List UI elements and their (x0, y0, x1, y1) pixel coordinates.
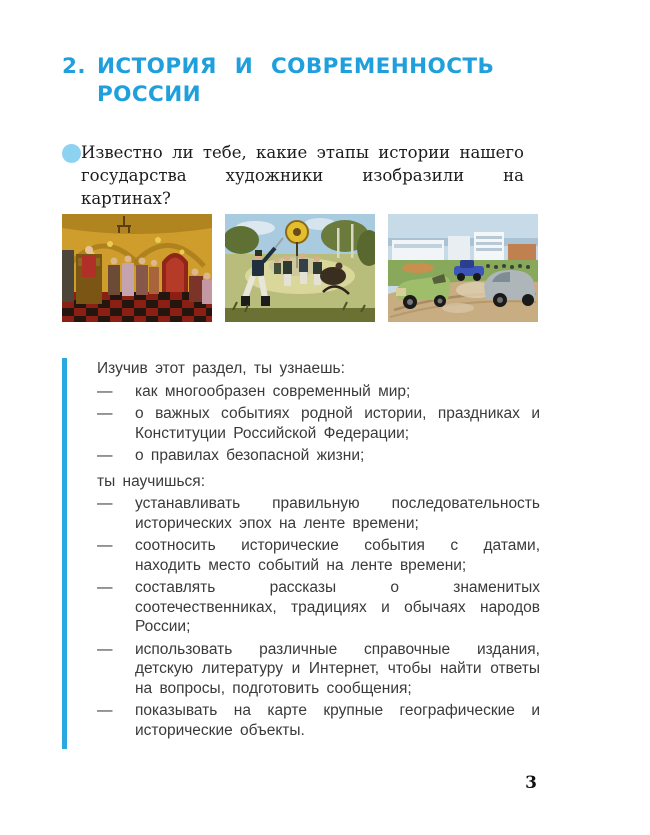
skill-item-text: составлять рассказы о знаменитых соотечественниках, традициях и обычаях народов России; (135, 579, 540, 635)
skill-item (97, 701, 540, 740)
dash-bullet: — (97, 382, 113, 400)
skill-item-text: устанавливать правильную последовательность исторических эпох на ленте времени; (135, 495, 540, 532)
vintage-cars-painting (388, 214, 538, 322)
learn-item (97, 382, 540, 402)
chapter-header (62, 53, 532, 109)
learn-item-text: о важных событиях родной истории, праздниках и Конституции Российской Федерации; (135, 405, 540, 442)
chapter-number: 2. (62, 54, 86, 79)
dash-bullet: — (97, 579, 113, 596)
skill-item (97, 494, 540, 533)
page-number: 3 (525, 773, 537, 793)
skill-item (97, 640, 540, 699)
learn-item (97, 446, 540, 466)
chapter-title: ИСТОРИЯ И СОВРЕМЕННОСТЬ РОССИИ (97, 54, 495, 107)
dash-bullet: — (97, 537, 113, 554)
skills-intro: ты научишься: (97, 472, 205, 490)
skill-item (97, 536, 540, 575)
vintage-cars-painting-image (388, 214, 538, 322)
dash-bullet: — (97, 495, 113, 512)
skill-item-text: соотносить исторические события с датами, находить место событий на ленте времени; (135, 537, 540, 574)
question-text: Известно ли тебе, какие этапы истории нашего государства художники изобразили на картинах? (81, 143, 524, 208)
tsar-court-painting-image (62, 214, 212, 322)
paintings-row (62, 214, 538, 322)
question-block (62, 141, 540, 210)
battle-painting (225, 214, 375, 322)
skill-item (97, 578, 540, 637)
question-dot-icon (62, 144, 81, 163)
learn-intro: Изучив этот раздел, ты узнаешь: (97, 360, 345, 377)
dash-bullet: — (97, 447, 113, 464)
learn-item (97, 404, 540, 443)
dash-bullet: — (97, 640, 113, 658)
tsar-court-painting (62, 214, 212, 322)
battle-painting-image (225, 214, 375, 322)
skill-item-text: показывать на карте крупные географические и исторические объекты. (135, 702, 540, 739)
skill-item-text: использовать различные справочные издания, детскую литературу и Интернет, чтобы найти ответы на вопросы, подготовить сообщения; (135, 640, 540, 697)
learn-item-text: о правилах безопасной жизни; (135, 447, 365, 464)
dash-bullet: — (97, 405, 113, 422)
objectives-section (62, 358, 540, 749)
learn-item-text: как многообразен современный мир; (135, 382, 411, 400)
dash-bullet: — (97, 702, 113, 719)
